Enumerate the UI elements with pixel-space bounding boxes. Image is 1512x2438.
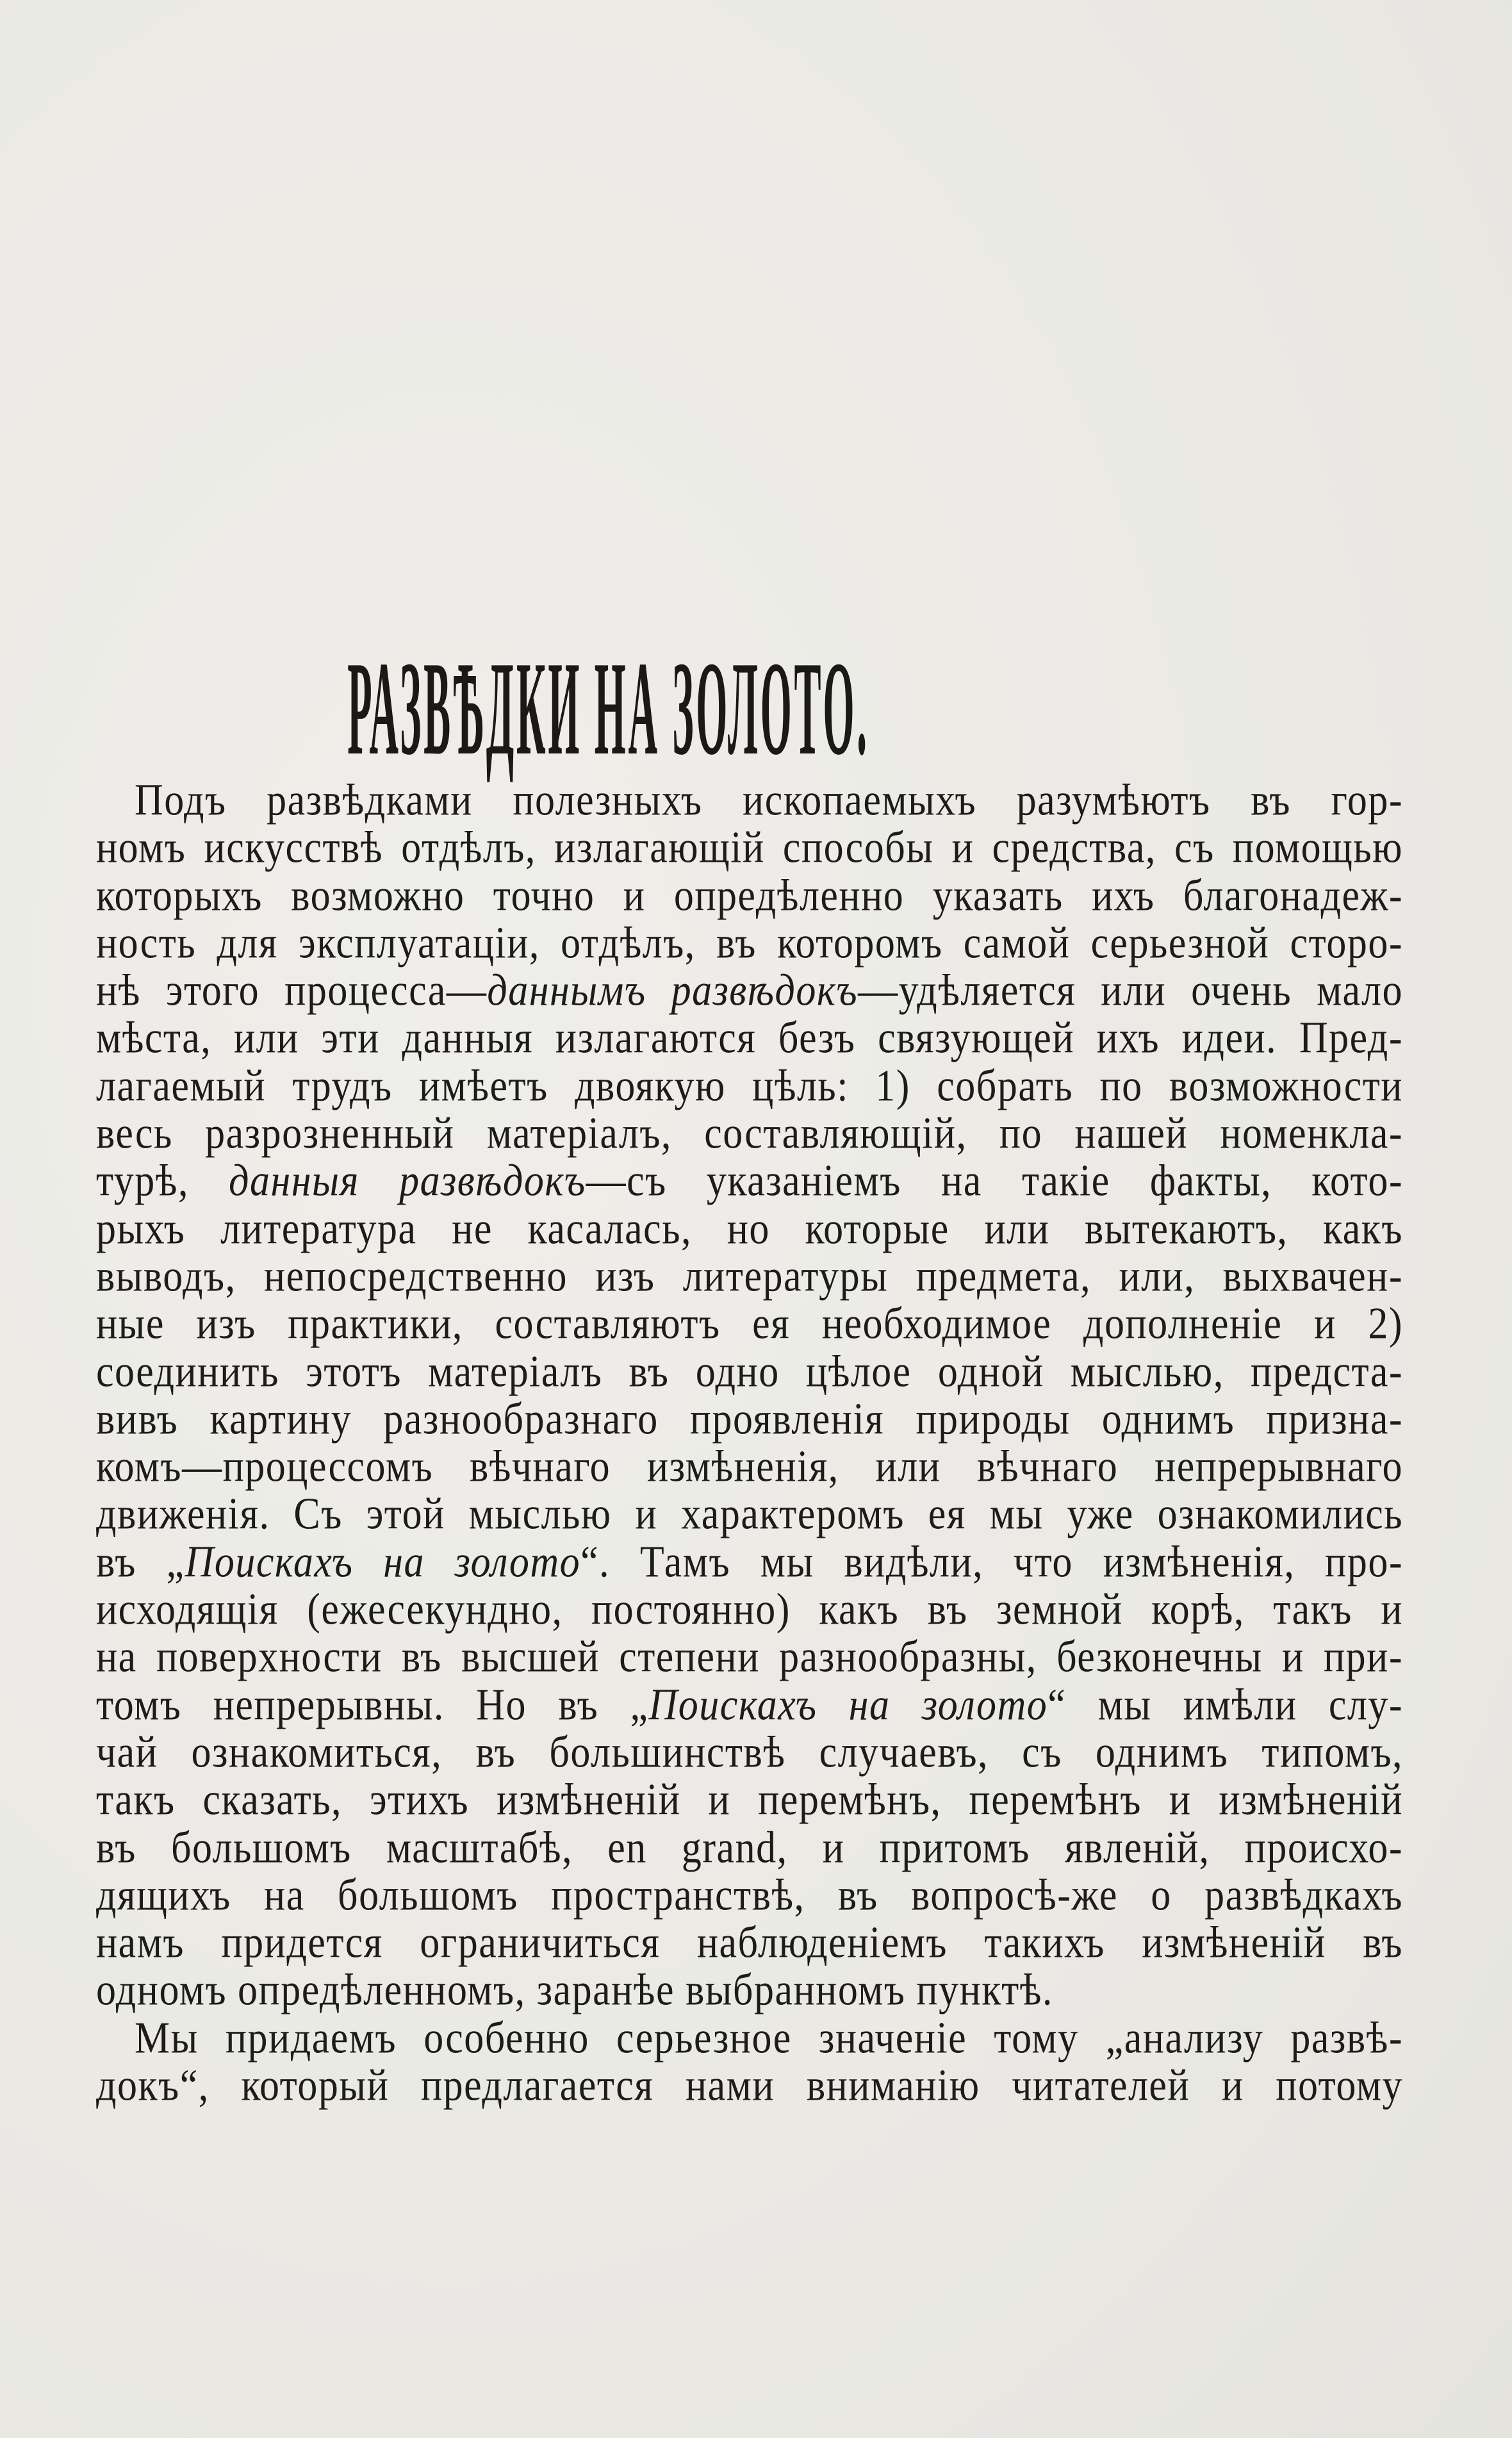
text-segment: лагаемый трудъ имѣетъ двоякую цѣль: 1) собрать по возможности xyxy=(96,1061,1403,1110)
text-segment: такъ сказать, этихъ измѣненій и перемѣнъ, перемѣнъ и измѣненій xyxy=(96,1775,1403,1825)
text-line xyxy=(96,774,1403,827)
text-line xyxy=(96,964,1403,1017)
text-segment: въ большомъ масштабѣ, en grand, и притомъ явленій, происхо- xyxy=(96,1823,1403,1872)
text-line xyxy=(96,1012,1403,1065)
text-line xyxy=(96,1535,1403,1588)
title-container xyxy=(0,633,1217,783)
text-line xyxy=(96,1774,1403,1827)
text-segment: выводъ, непосредственно изъ литературы предмета, или, выхвачен- xyxy=(96,1251,1403,1301)
text-line xyxy=(96,1583,1403,1636)
text-segment: ные изъ практики, составляютъ ея необходимое дополненіе и 2) xyxy=(96,1299,1403,1349)
text-segment: докъ“, который предлагается нами вниманію читателей и потому xyxy=(96,2061,1403,2111)
text-line xyxy=(96,1678,1403,1731)
text-segment: номъ искусствѣ отдѣлъ, излагающій способы и средства, съ помощью xyxy=(96,823,1403,873)
text-segment: весь разрозненный матеріалъ, составляющій, по нашей номенкла- xyxy=(96,1108,1403,1158)
text-line xyxy=(96,1202,1403,1255)
text-segment: турѣ, xyxy=(96,1157,229,1206)
text-segment: томъ непрерывны. Но въ „ xyxy=(96,1680,649,1729)
italic-phrase: даннымъ развѣдокъ xyxy=(487,966,859,1016)
text-line xyxy=(96,1821,1403,1874)
text-line xyxy=(96,1250,1403,1303)
text-line xyxy=(96,1488,1403,1541)
italic-phrase: данныя развѣдокъ xyxy=(229,1157,586,1206)
text-segment: —удѣляется или очень мало xyxy=(858,966,1403,1016)
text-segment: “. Тамъ мы видѣли, что измѣненія, про- xyxy=(580,1537,1403,1586)
text-line xyxy=(96,1868,1403,1922)
text-line xyxy=(96,916,1403,969)
text-segment: —съ указаніемъ на такіе факты, кото- xyxy=(586,1157,1403,1206)
text-line xyxy=(96,1631,1403,1684)
text-line xyxy=(96,1964,1403,2017)
italic-phrase: Поискахъ на золото xyxy=(648,1680,1048,1729)
italic-phrase: Поискахъ на золото xyxy=(185,1537,581,1586)
text-segment: движенія. Съ этой мыслью и характеромъ ея мы уже ознакомились xyxy=(96,1490,1403,1539)
body-text xyxy=(96,777,1403,2109)
text-line xyxy=(96,1059,1403,1112)
text-segment: “ мы имѣли слу- xyxy=(1048,1680,1404,1729)
text-segment: соединить этотъ матеріалъ въ одно цѣлое одной мыслью, предста- xyxy=(96,1347,1403,1396)
text-line xyxy=(96,1726,1403,1779)
text-segment: ность для эксплуатаціи, отдѣлъ, въ которомъ самой серьезной сторо- xyxy=(96,918,1403,968)
text-segment: одномъ опредѣленномъ, заранѣе выбранномъ пунктѣ. xyxy=(96,1966,1053,2015)
text-line xyxy=(96,1345,1403,1398)
text-segment: которыхъ возможно точно и опредѣленно указать ихъ благонадеж- xyxy=(96,871,1403,920)
text-line xyxy=(96,1155,1403,1208)
text-line xyxy=(96,1916,1403,1970)
text-line xyxy=(96,1107,1403,1160)
page-title: РАЗВѢДКИ НА ЗОЛОТО. xyxy=(347,633,870,783)
text-segment: на поверхности въ высшей степени разнообразны, безконечны и при- xyxy=(96,1633,1403,1682)
text-segment: въ „ xyxy=(96,1537,185,1586)
text-segment: вивъ картину разнообразнаго проявленія природы однимъ призна- xyxy=(96,1394,1403,1444)
text-segment: Мы придаемъ особенно серьезное значеніе тому „анализу развѣ- xyxy=(135,2013,1403,2063)
text-line xyxy=(96,2059,1403,2113)
text-segment: исходящія (ежесекундно, постоянно) какъ въ земной корѣ, такъ и xyxy=(96,1585,1403,1635)
text-line xyxy=(96,2011,1403,2064)
text-segment: Подъ развѣдками полезныхъ ископаемыхъ разумѣютъ въ гор- xyxy=(135,775,1403,825)
text-line xyxy=(96,1440,1403,1494)
text-segment: дящихъ на большомъ пространствѣ, въ вопросѣ-же о развѣдкахъ xyxy=(96,1870,1403,1920)
text-line xyxy=(96,1392,1403,1446)
text-segment: нѣ этого процесса— xyxy=(96,966,488,1016)
text-line xyxy=(96,821,1403,875)
text-line xyxy=(96,1297,1403,1351)
text-segment: мѣста, или эти данныя излагаются безъ связующей ихъ идеи. Пред- xyxy=(96,1014,1403,1063)
text-segment: рыхъ литература не касалась, но которые или вытекаютъ, какъ xyxy=(96,1204,1403,1253)
text-segment: чай ознакомиться, въ большинствѣ случаевъ, съ однимъ типомъ, xyxy=(96,1727,1403,1777)
text-segment: комъ—процессомъ вѣчнаго измѣненія, или вѣчнаго непрерывнаго xyxy=(96,1442,1403,1492)
text-segment: намъ придется ограничиться наблюденіемъ такихъ измѣненій въ xyxy=(96,1918,1403,1968)
text-line xyxy=(96,869,1403,922)
